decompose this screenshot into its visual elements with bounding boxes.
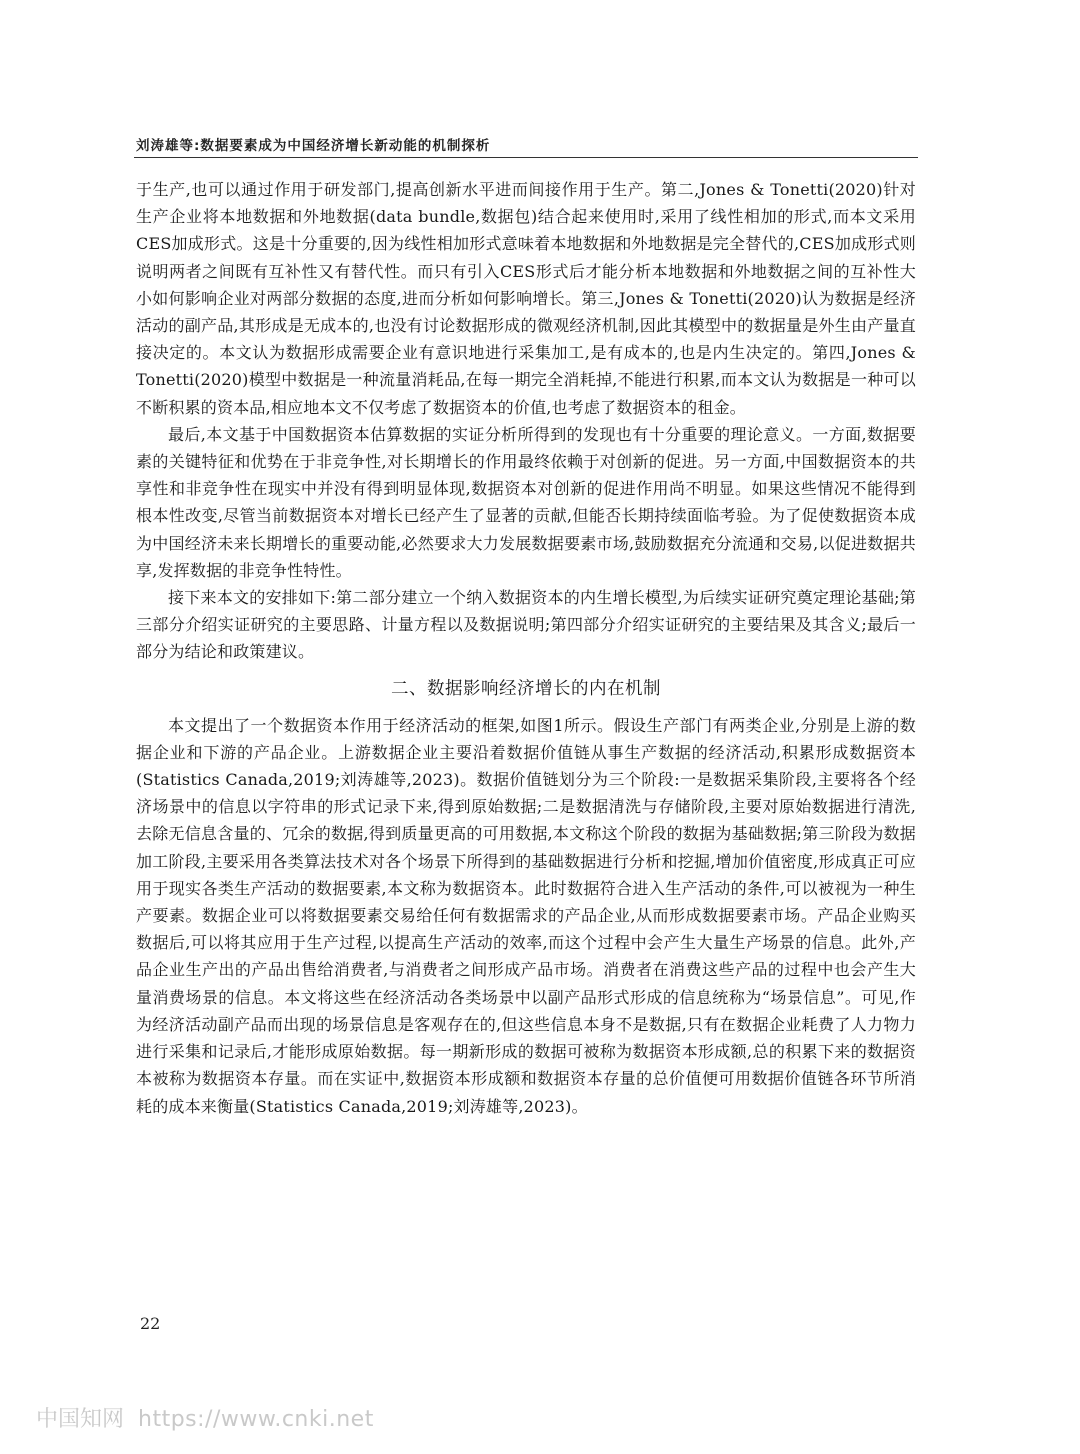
article-body [136,176,916,1120]
watermark-brand: 中国知网 [36,1407,125,1432]
page-number: 22 [140,1314,161,1333]
body-paragraph: 接下来本文的安排如下:第二部分建立一个纳入数据资本的内生增长模型,为后续实证研究奠定理论基础;第三部分介绍实证研究的主要思路、计量方程以及数据说明;第四部分介绍实证研究的主要结果及其含义;最后一部分为结论和政策建议。 [136,588,916,662]
body-paragraph: 于生产,也可以通过作用于研发部门,提高创新水平进而间接作用于生产。第二,Jones & Tonetti(2020)针对生产企业将本地数据和外地数据(data bundle,数据包)结合起来使用时,采用了线性相加的形式,而本文采用CES加成形式。这是十分重要的,因为线性相加形式意味着本地数据和外地数据是完全替代的,CES加成形式则说明两者之间既有互补性又有替代性。而只有引入CES形式后才能分析本地数据和外地数据之间的互补性大小如何影响企业对两部分数据的态度,进而分析如何影响增长。第三,Jones & Tonetti(2020)认为数据是经济活动的副产品,其形成是无成本的,也没有讨论数据形成的微观经济机制,因此其模型中的数据量是外生由产量直接决定的。本文认为数据形成需要企业有意识地进行采集加工,是有成本的,也是内生决定的。第四,Jones & Tonetti(2020)模型中数据是一种流量消耗品,在每一期完全消耗掉,不能进行积累,而本文认为数据是一种可以不断积累的资本品,相应地本文不仅考虑了数据资本的价值,也考虑了数据资本的租金。 [136,180,916,417]
body-paragraph: 本文提出了一个数据资本作用于经济活动的框架,如图1所示。假设生产部门有两类企业,分别是上游的数据企业和下游的产品企业。上游数据企业主要沿着数据价值链从事生产数据的经济活动,积累形成数据资本(Statistics Canada,2019;刘涛雄等,2023)。数据价值链划分为三个阶段:一是数据采集阶段,主要将各个经济场景中的信息以字符串的形式记录下来,得到原始数据;二是数据清洗与存储阶段,主要对原始数据进行清洗,去除无信息含量的、冗余的数据,得到质量更高的可用数据,本文称这个阶段的数据为基础数据;第三阶段为数据加工阶段,主要采用各类算法技术对各个场景下所得到的基础数据进行分析和挖掘,增加价值密度,形成真正可应用于现实各类生产活动的数据要素,本文称为数据资本。此时数据符合进入生产活动的条件,可以被视为一种生产要素。数据企业可以将数据要素交易给任何有数据需求的产品企业,从而形成数据要素市场。产品企业购买数据后,可以将其应用于生产过程,以提高生产活动的效率,而这个过程中会产生大量生产场景的信息。此外,产品企业生产出的产品出售给消费者,与消费者之间形成产品市场。消费者在消费这些产品的过程中也会产生大量消费场景的信息。本文将这些在经济活动各类场景中以副产品形式形成的信息统称为“场景信息”。可见,作为经济活动副产品而出现的场景信息是客观存在的,但这些信息本身不是数据,只有在数据企业耗费了人力物力进行采集和记录后,才能形成原始数据。每一期新形成的数据可被称为数据资本形成额,总的积累下来的数据资本被称为数据资本存量。而在实证中,数据资本形成额和数据资本存量的总价值便可用数据价值链各环节所消耗的成本来衡量(Statistics Canada,2019;刘涛雄等,2023)。 [136,715,916,1116]
body-paragraph: 最后,本文基于中国数据资本估算数据的实证分析所得到的发现也有十分重要的理论意义。一方面,数据要素的关键特征和优势在于非竞争性,对长期增长的作用最终依赖于对创新的促进。另一方面,中国数据资本的共享性和非竞争性在现实中并没有得到明显体现,数据资本对创新的促进作用尚不明显。如果这些情况不能得到根本性改变,尽管当前数据资本对增长已经产生了显著的贡献,但能否长期持续面临考验。为了促使数据资本成为中国经济未来长期增长的重要动能,必然要求大力发展数据要素市场,鼓励数据充分流通和交易,以促进数据共享,发挥数据的非竞争性特性。 [136,424,916,580]
watermark-url: https://www.cnki.net [138,1407,374,1432]
cnki-watermark [36,1402,374,1433]
running-header: 刘涛雄等:数据要素成为中国经济增长新动能的机制探析 [136,138,491,154]
section-heading: 二、数据影响经济增长的内在机制 [391,678,661,699]
header-divider [134,157,918,158]
